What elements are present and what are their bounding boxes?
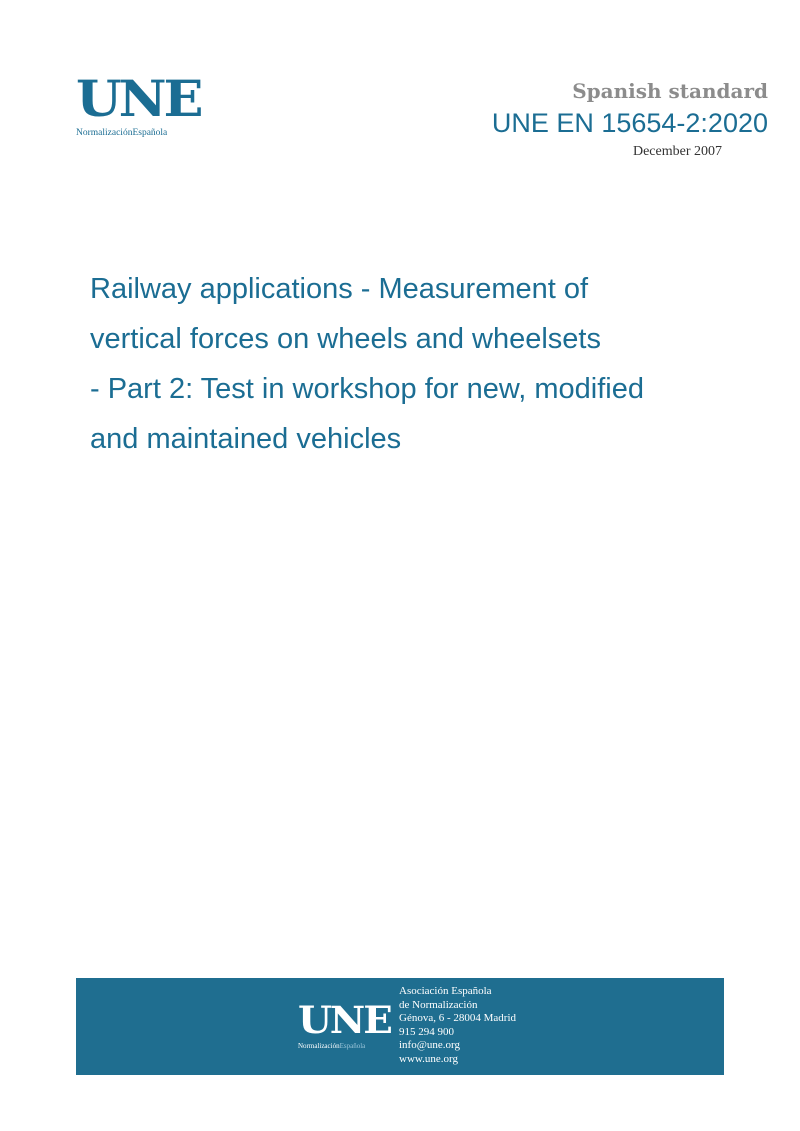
org-name-line2: de Normalización [399, 998, 478, 1011]
footer-contact [399, 985, 516, 1066]
title-line: vertical forces on wheels and wheelsets [90, 323, 601, 355]
standard-date: December 2007 [632, 144, 722, 159]
footer-logo [298, 998, 391, 1050]
standard-header [492, 78, 768, 162]
standard-code: UNE EN 15654-2:2020 [491, 108, 768, 138]
org-phone: 915 294 900 [399, 1025, 454, 1038]
une-logo [76, 69, 201, 138]
org-name-line1: Asociación Española [399, 985, 492, 997]
org-email: info@une.org [399, 1039, 460, 1051]
title-line: Railway applications - Measurement of [90, 273, 589, 305]
logo-tagline [76, 128, 196, 138]
document-title [90, 264, 750, 464]
org-website: www.une.org [399, 1052, 458, 1065]
footer-logo-mark: UNE [298, 998, 391, 1042]
footer-banner [76, 978, 724, 1075]
standard-kind: Spanish standard [572, 79, 768, 103]
title-line: - Part 2: Test in workshop for new, modified [90, 373, 644, 405]
footer-logo-tag-part1: Normalización [298, 1042, 340, 1050]
logo-mark: UNE [76, 69, 201, 128]
title-line: and maintained vehicles [90, 423, 402, 455]
logo-tag-part2: Española [132, 128, 168, 138]
logo-tag-part1: Normalización [76, 128, 133, 138]
org-address: Génova, 6 - 28004 Madrid [399, 1012, 517, 1024]
footer-logo-tag-part2: Española [339, 1042, 366, 1050]
footer-logo-tagline [298, 1042, 378, 1050]
